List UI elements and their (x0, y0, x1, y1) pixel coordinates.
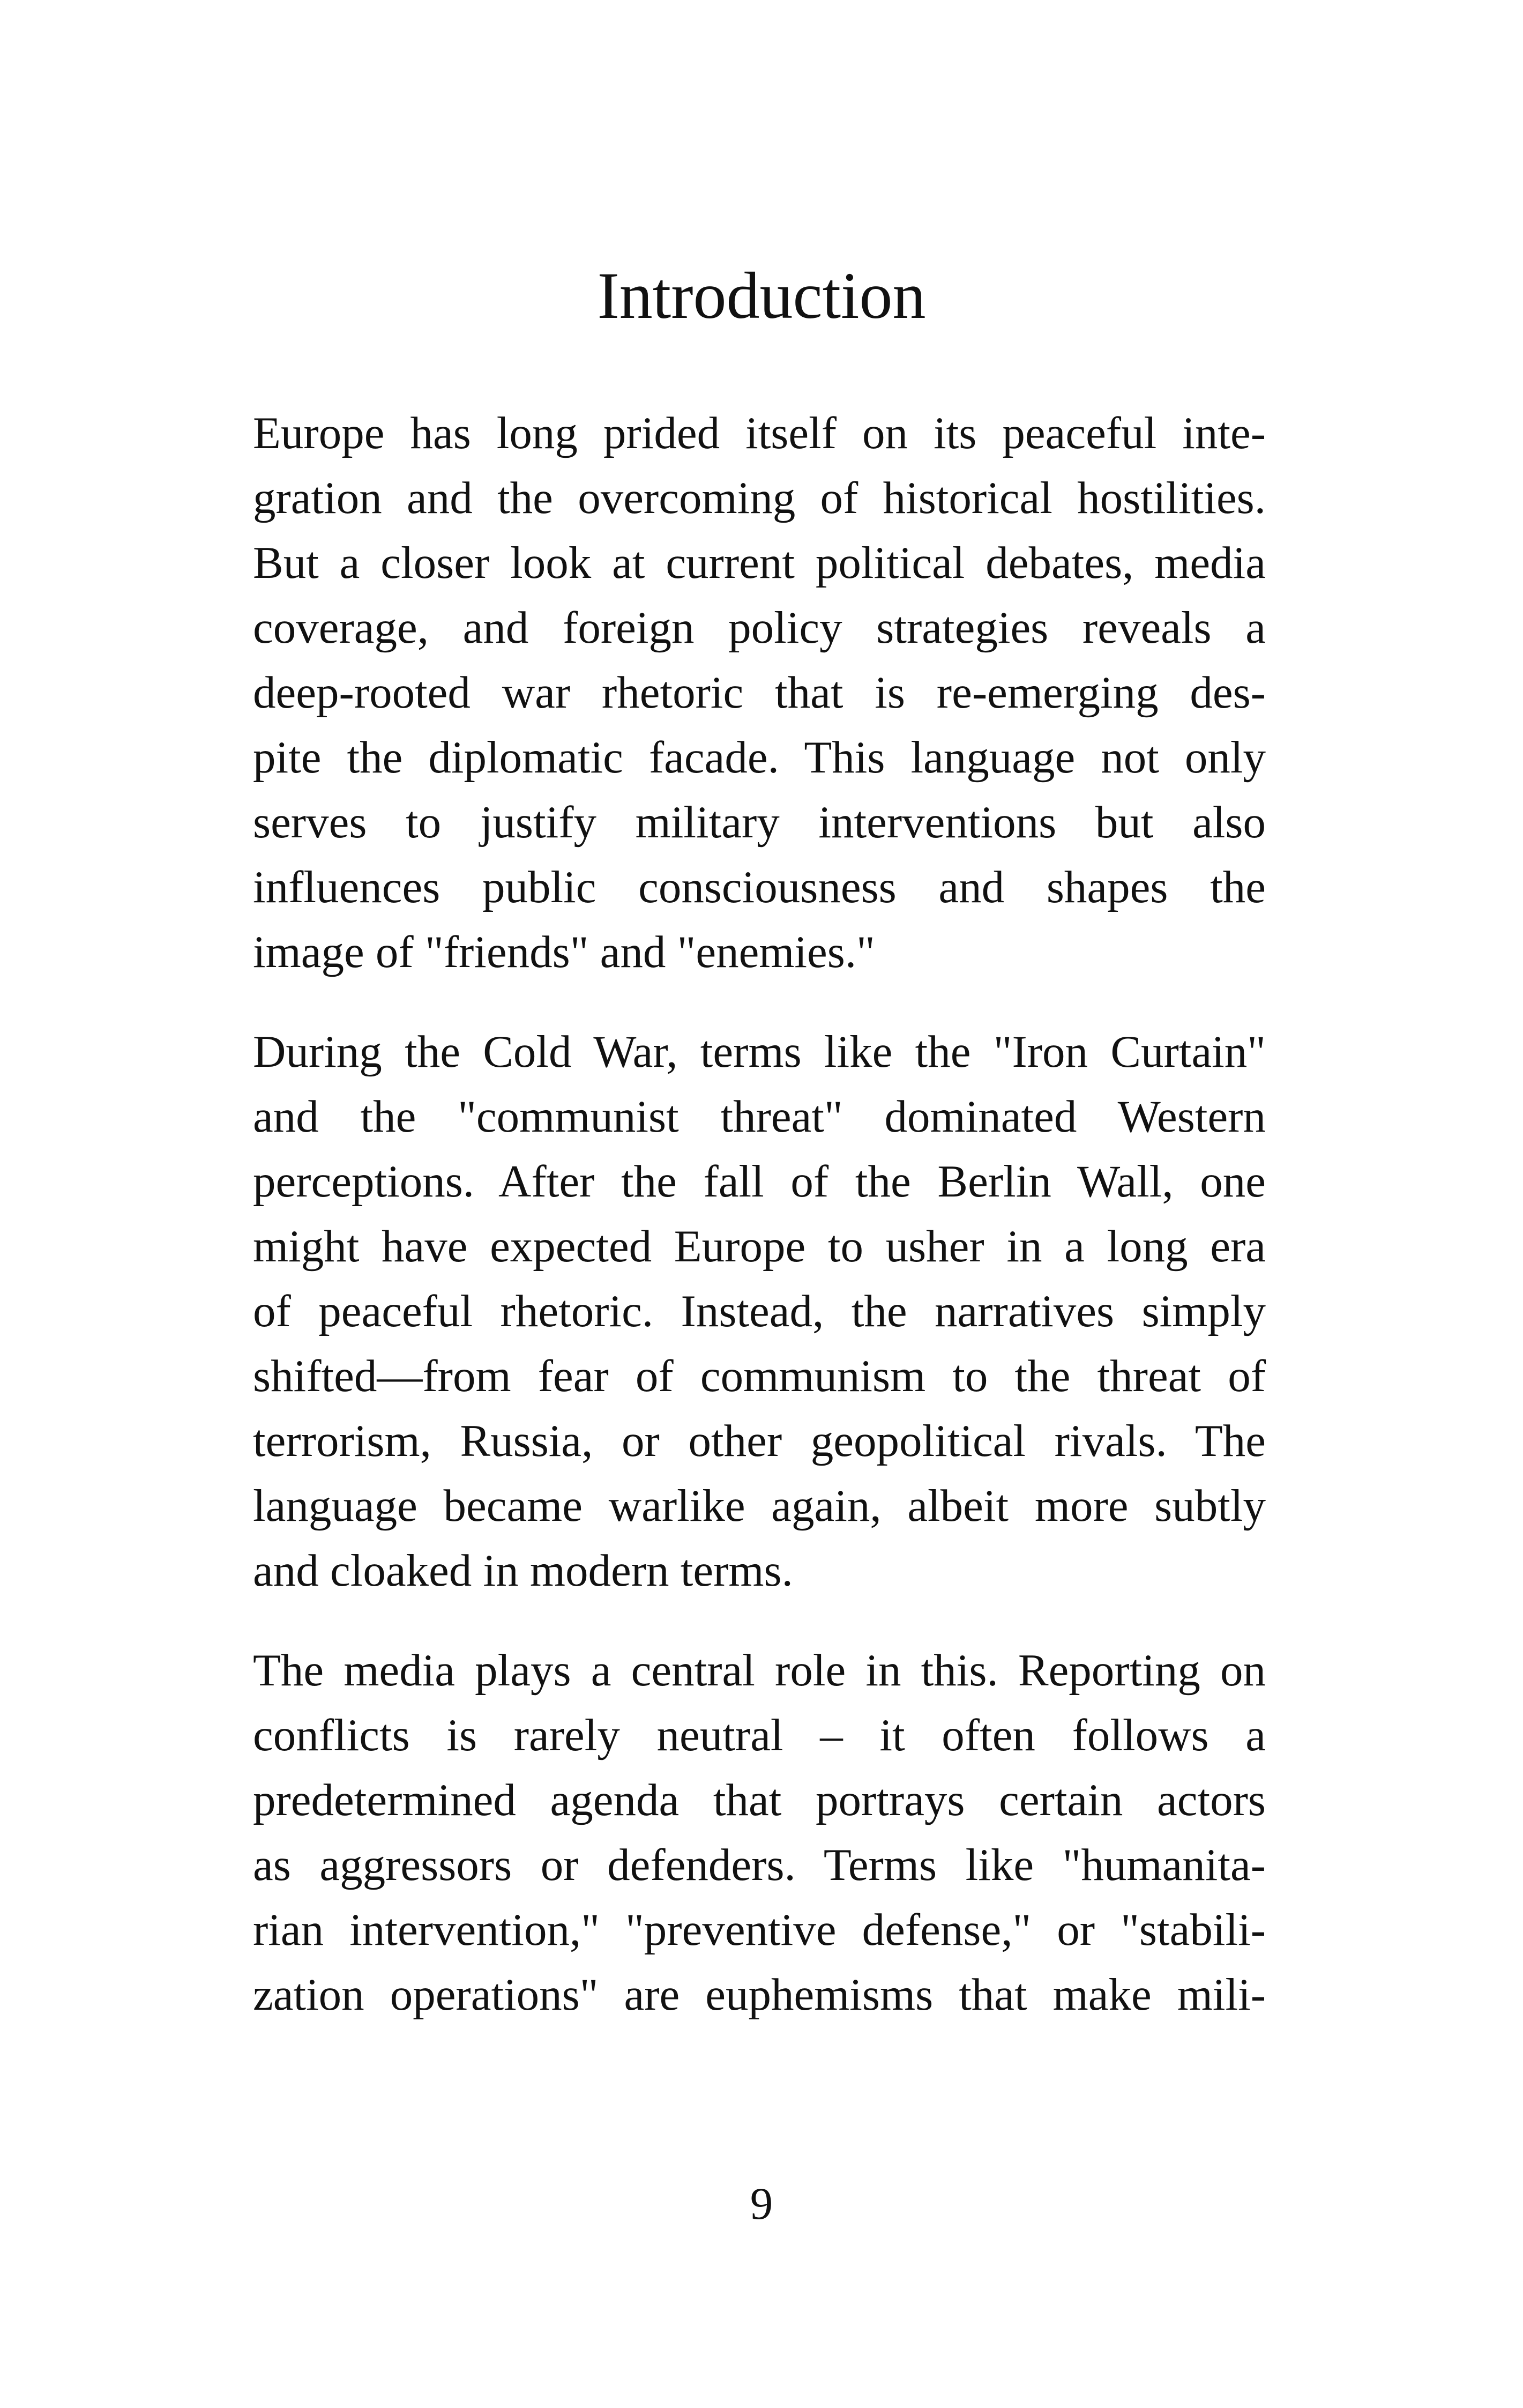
text-line: might have expected Europe to usher in a long era (253, 1221, 1266, 1272)
text-line: and cloaked in modern terms. (253, 1545, 793, 1596)
paragraph-1 (253, 401, 1266, 985)
paragraph-3 (253, 1638, 1266, 2027)
text-line: shifted—from fear of communism to the threat of (253, 1351, 1266, 1401)
text-line: pite the diplomatic facade. This language not only (253, 732, 1266, 783)
text-line: as aggressors or defenders. Terms like "humanita- (253, 1840, 1266, 1890)
text-line: zation operations" are euphemisms that make mili- (253, 1969, 1266, 2020)
text-line: terrorism, Russia, or other geopolitical rivals. The (253, 1416, 1266, 1466)
text-line: language became warlike again, albeit more subtly (253, 1481, 1266, 1531)
chapter-title: Introduction (597, 259, 926, 332)
paragraph-2 (253, 1020, 1266, 1603)
text-line: of peaceful rhetoric. Instead, the narratives simply (253, 1286, 1266, 1336)
text-line: Europe has long prided itself on its peaceful inte- (253, 408, 1266, 458)
text-line: The media plays a central role in this. Reporting on (253, 1645, 1266, 1696)
text-line: predetermined agenda that portrays certain actors (253, 1775, 1266, 1825)
text-line: perceptions. After the fall of the Berlin Wall, one (253, 1156, 1266, 1207)
text-line: influences public consciousness and shapes the (253, 862, 1266, 912)
text-line: rian intervention," "preventive defense," or "stabili- (253, 1905, 1266, 1955)
text-line: But a closer look at current political debates, media (253, 538, 1266, 588)
text-line: conflicts is rarely neutral – it often follows a (253, 1710, 1266, 1760)
text-line: gration and the overcoming of historical hostilities. (253, 473, 1266, 523)
body-text (253, 401, 1266, 2062)
text-line: deep-rooted war rhetoric that is re-emerging des- (253, 667, 1266, 718)
page-number: 9 (750, 2179, 773, 2229)
text-line: and the "communist threat" dominated Western (253, 1091, 1266, 1142)
text-line: coverage, and foreign policy strategies reveals a (253, 603, 1266, 653)
text-line: image of "friends" and "enemies." (253, 927, 875, 977)
text-line: serves to justify military interventions but also (253, 797, 1266, 848)
text-line: During the Cold War, terms like the "Iron Curtain" (253, 1027, 1266, 1077)
